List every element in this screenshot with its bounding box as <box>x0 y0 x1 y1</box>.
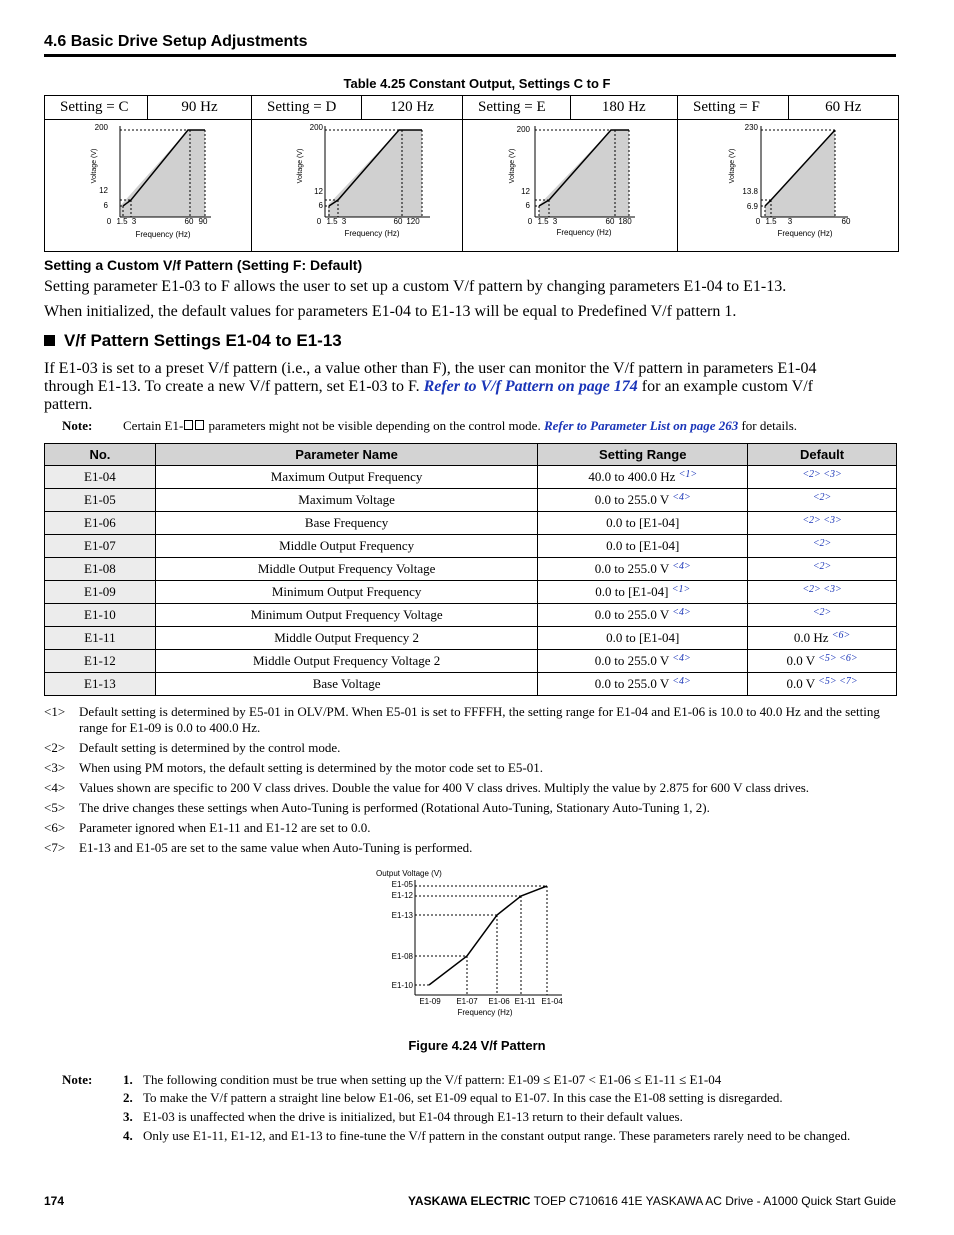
cell-no: E1-13 <box>45 673 156 696</box>
cell-default <box>748 535 897 558</box>
vf-graph-e <box>463 120 677 246</box>
x-tick: 1.5 <box>537 217 549 226</box>
y-tick-mid: 12 <box>314 187 323 196</box>
placeholder-box-icon <box>195 420 204 430</box>
cell-no: E1-06 <box>45 512 156 535</box>
figure-y-axis-label: Output Voltage (V) <box>376 869 442 878</box>
note-label: Note: <box>62 418 93 433</box>
x-tick: 60 <box>184 217 194 226</box>
square-bullet-icon <box>44 335 55 346</box>
graph-area <box>765 130 835 217</box>
cell-range: 0.0 to 255.0 V $^{<4>}$ <box>538 673 748 696</box>
graph-cell-d <box>252 120 463 252</box>
vf-graph-f <box>678 120 898 246</box>
note-number: 4. <box>123 1128 133 1143</box>
note-label: Note: <box>62 1072 93 1087</box>
table-row <box>45 489 897 512</box>
cell-range: 0.0 to 255.0 V $^{<4>}$ <box>538 558 748 581</box>
vf-pattern-link[interactable]: Refer to V/f Pattern on page 174 <box>423 378 638 395</box>
setting-e-freq: 180 Hz <box>570 96 678 120</box>
col-header-no: No. <box>45 444 156 466</box>
footnote-mark: <2> <box>44 740 66 755</box>
y-tick-mid: 13.8 <box>742 187 758 196</box>
y-tick-low: 6.9 <box>746 202 758 211</box>
footer-doc: TOEP C710616 41E YASKAWA AC Drive - A1000 Quick Start Guide <box>530 1194 896 1208</box>
footnote-text: Default setting is determined by E5-01 in OLV/PM. When E5-01 is set to FFFFH, the setting range for E1-04 and E1-06 is 10.0 to 40.0 Hz and the setting range for E1-09 is 0.0 to 400.0 Hz. <box>79 704 880 735</box>
figure-x-axis-label: Frequency (Hz) <box>457 1008 513 1017</box>
cell-no: E1-04 <box>45 466 156 489</box>
footnote-ref[interactable]: <2> <box>812 538 832 549</box>
note-text: E1-03 is unaffected when the drive is initialized, but E1-04 through E1-13 return to their default values. <box>143 1109 683 1124</box>
cell-no: E1-05 <box>45 489 156 512</box>
parameter-table <box>44 443 897 696</box>
cell-default <box>748 558 897 581</box>
y-tick-top: 200 <box>516 125 530 134</box>
footnote-ref[interactable]: <1> <box>671 584 691 595</box>
cell-no: E1-07 <box>45 535 156 558</box>
footnote-mark: <7> <box>44 840 66 855</box>
footnote-text: When using PM motors, the default setting is determined by the motor code set to E5-01. <box>79 760 543 775</box>
x-tick: 3 <box>131 217 137 226</box>
graph-cell-f <box>678 120 899 252</box>
footnote-mark: <1> <box>44 704 66 719</box>
footnote-ref[interactable]: <2> <box>812 561 832 572</box>
x-label: E1-09 <box>419 997 441 1006</box>
col-header-name: Parameter Name <box>155 444 538 466</box>
graph-cell-e <box>463 120 678 252</box>
cell-name: Base Frequency <box>155 512 538 535</box>
cell-name: Middle Output Frequency 2 <box>155 627 538 650</box>
vf-graph-d <box>252 120 462 246</box>
note-number: 3. <box>123 1109 133 1124</box>
y-axis-label: Voltage (V) <box>297 148 304 184</box>
cell-default: 0.0 V $^{<5> <7>}$ <box>748 673 897 696</box>
y-axis-label: Voltage (V) <box>91 148 98 184</box>
cell-default <box>748 466 897 489</box>
x-label: E1-07 <box>456 997 478 1006</box>
table-row <box>45 627 897 650</box>
footnote-ref[interactable]: <2> <3> <box>802 584 842 595</box>
cell-range: 0.0 to 255.0 V $^{<4>}$ <box>538 489 748 512</box>
footnote-ref[interactable]: <5> <6> <box>818 653 858 664</box>
cell-range: 0.0 to 255.0 V $^{<4>}$ <box>538 650 748 673</box>
cell-default: 0.0 Hz $^{<6>}$ <box>748 627 897 650</box>
x-axis-label: Frequency (Hz) <box>777 229 833 238</box>
x-tick: 60 <box>393 217 403 226</box>
setting-f-freq: 60 Hz <box>788 96 899 120</box>
cell-name: Base Voltage <box>155 673 538 696</box>
y-axis-label: Voltage (V) <box>509 148 516 184</box>
custom-vf-subheading: Setting a Custom V/f Pattern (Setting F: Default) <box>44 257 363 273</box>
y-tick-top: 230 <box>744 123 758 132</box>
heading-rule <box>44 54 896 57</box>
setting-d-freq: 120 Hz <box>362 96 463 120</box>
note-text: Only use E1-11, E1-12, and E1-13 to fine-tune the V/f pattern in the constant output range. These parameters rarely need to be changed. <box>143 1128 851 1143</box>
page-number: 174 <box>44 1194 65 1208</box>
x-label: E1-04 <box>541 997 563 1006</box>
constant-output-table <box>44 95 899 252</box>
x-tick: 1.5 <box>116 217 128 226</box>
footnote-ref[interactable]: <4> <box>672 676 691 687</box>
y-tick-low: 6 <box>318 201 323 210</box>
footnote-ref[interactable]: <2> <3> <box>802 515 842 526</box>
x-label: E1-11 <box>514 997 536 1006</box>
cell-default <box>748 489 897 512</box>
footnote-ref[interactable]: <2> <3> <box>802 469 842 480</box>
table-caption: Table 4.25 Constant Output, Settings C to F <box>343 76 611 91</box>
x-tick: 3 <box>552 217 558 226</box>
y-tick-mid: 12 <box>99 186 108 195</box>
cell-no: E1-10 <box>45 604 156 627</box>
vf-settings-heading: V/f Pattern Settings E1-04 to E1-13 <box>44 331 342 351</box>
x-tick: 0 <box>316 217 322 226</box>
y-label: E1-10 <box>391 981 413 990</box>
table-row <box>45 535 897 558</box>
footer-brand: YASKAWA ELECTRIC <box>408 1194 531 1208</box>
x-axis-label: Frequency (Hz) <box>344 229 400 238</box>
footnote-ref[interactable]: <4> <box>672 607 691 618</box>
parameter-list-link[interactable]: Refer to Parameter List on page 263 <box>543 418 739 433</box>
placeholder-box-icon <box>184 420 193 430</box>
cell-name: Minimum Output Frequency Voltage <box>155 604 538 627</box>
y-tick-low: 6 <box>525 201 530 210</box>
cell-range: 0.0 to [E1-04] <box>538 627 748 650</box>
custom-vf-paragraph-2: When initialized, the default values for parameters E1-04 to E1-13 will be equal to Predefined V/f pattern 1. <box>44 303 737 320</box>
footnote-mark: <5> <box>44 800 66 815</box>
footnote-ref[interactable]: <2> <box>812 492 832 503</box>
y-axis-label: Voltage (V) <box>729 148 736 184</box>
x-tick: 0 <box>527 217 533 226</box>
footnote-mark: <3> <box>44 760 66 775</box>
setting-e-label: Setting = E <box>463 96 571 120</box>
footnote-text: Default setting is determined by the control mode. <box>79 740 341 755</box>
footnote-ref[interactable]: <4> <box>672 653 691 664</box>
cell-name: Minimum Output Frequency <box>155 581 538 604</box>
y-tick-top: 200 <box>94 123 108 132</box>
x-tick: 0 <box>755 217 761 226</box>
cell-range: 0.0 to [E1-04] <box>538 512 748 535</box>
table-row <box>45 673 897 696</box>
footnote-ref[interactable]: <5> <7> <box>818 676 858 687</box>
x-axis-label: Frequency (Hz) <box>135 230 191 239</box>
y-label: E1-05 <box>391 880 413 889</box>
table-row <box>45 650 897 673</box>
x-tick: 90 <box>198 217 208 226</box>
x-tick: 1.5 <box>326 217 338 226</box>
cell-range: 0.0 to [E1-04] <box>538 535 748 558</box>
custom-vf-paragraph-1: Setting parameter E1-03 to F allows the user to set up a custom V/f pattern by changing parameters E1-04 to E1-13. <box>44 278 787 295</box>
note-number: 1. <box>123 1072 133 1087</box>
x-tick: 60 <box>841 217 851 226</box>
x-tick: 120 <box>406 217 420 226</box>
footnote-text: E1-13 and E1-05 are set to the same value when Auto-Tuning is performed. <box>79 840 473 855</box>
graph-cell-c <box>45 120 252 252</box>
y-tick-mid: 12 <box>521 187 530 196</box>
footnote-text: Parameter ignored when E1-11 and E1-12 are set to 0.0. <box>79 820 371 835</box>
footnote-ref[interactable]: <2> <box>812 607 832 618</box>
figure-caption: Figure 4.24 V/f Pattern <box>408 1038 546 1053</box>
x-tick: 180 <box>618 217 632 226</box>
vf-settings-paragraph: If E1-03 is set to a preset V/f pattern (i.e., a value other than F), the user can monitor the V/f pattern in parameters E1-04 through E1-13. To create a new V/f pattern, set E1-03 to F. Refer to V/f Pattern on page 174 for an example custom V/f pattern. <box>44 360 817 413</box>
footnote-mark: <4> <box>44 780 66 795</box>
cell-name: Middle Output Frequency <box>155 535 538 558</box>
setting-f-label: Setting = F <box>678 96 789 120</box>
col-header-range: Setting Range <box>538 444 748 466</box>
note-text: The following condition must be true when setting up the V/f pattern: E1-09 ≤ E1-07 < E1-06 ≤ E1-11 ≤ E1-04 <box>143 1072 722 1087</box>
y-tick-low: 6 <box>103 201 108 210</box>
table-row <box>45 466 897 489</box>
setting-c-freq: 90 Hz <box>148 96 252 120</box>
x-axis-label: Frequency (Hz) <box>556 228 612 237</box>
vf-pattern-curve <box>429 886 547 985</box>
note-number: 2. <box>123 1090 133 1105</box>
graph-area <box>328 130 422 217</box>
cell-no: E1-11 <box>45 627 156 650</box>
cell-name: Maximum Output Frequency <box>155 466 538 489</box>
y-tick-top: 200 <box>309 123 323 132</box>
cell-default: 0.0 V $^{<5> <6>}$ <box>748 650 897 673</box>
x-label: E1-06 <box>488 997 510 1006</box>
col-header-default: Default <box>748 444 897 466</box>
footnote-ref[interactable]: <4> <box>672 561 691 572</box>
section-heading: 4.6 Basic Drive Setup Adjustments <box>44 33 308 50</box>
table-row <box>45 604 897 627</box>
y-label: E1-13 <box>391 911 413 920</box>
cell-no: E1-08 <box>45 558 156 581</box>
cell-no: E1-12 <box>45 650 156 673</box>
footnote-text: Values shown are specific to 200 V class drives. Double the value for 400 V class drives. Multiply the value by 2.875 for 600 V class drives. <box>79 780 810 795</box>
setting-d-label: Setting = D <box>252 96 362 120</box>
vf-graph-c <box>45 120 251 246</box>
cell-no: E1-09 <box>45 581 156 604</box>
cell-name: Middle Output Frequency Voltage <box>155 558 538 581</box>
vf-pattern-figure <box>370 862 580 1022</box>
x-tick: 60 <box>605 217 615 226</box>
footnote-ref[interactable]: <1> <box>678 469 698 480</box>
note-text: To make the V/f pattern a straight line below E1-06, set E1-09 equal to E1-07. In this case the E1-08 setting is disregarded. <box>143 1090 783 1105</box>
table-row <box>45 512 897 535</box>
x-tick: 3 <box>341 217 347 226</box>
graph-area <box>121 130 205 217</box>
y-label: E1-08 <box>391 952 413 961</box>
cell-name: Maximum Voltage <box>155 489 538 512</box>
cell-default <box>748 581 897 604</box>
cell-range: 0.0 to 255.0 V $^{<4>}$ <box>538 604 748 627</box>
cell-range: 40.0 to 400.0 Hz $^{<1>}$ <box>538 466 748 489</box>
cell-name: Middle Output Frequency Voltage 2 <box>155 650 538 673</box>
footnote-text: The drive changes these settings when Auto-Tuning is performed (Rotational Auto-Tuning, Stationary Auto-Tuning 1, 2). <box>79 800 710 815</box>
footnote-ref[interactable]: <6> <box>831 630 851 641</box>
x-tick: 0 <box>106 217 112 226</box>
cell-default <box>748 604 897 627</box>
table-row <box>45 581 897 604</box>
setting-c-label: Setting = C <box>45 96 148 120</box>
cell-range: 0.0 to [E1-04] $^{<1>}$ <box>538 581 748 604</box>
footnote-ref[interactable]: <4> <box>672 492 691 503</box>
y-label: E1-12 <box>391 891 413 900</box>
cell-default <box>748 512 897 535</box>
footnote-mark: <6> <box>44 820 66 835</box>
table-row <box>45 558 897 581</box>
x-tick: 3 <box>787 217 793 226</box>
x-tick: 1.5 <box>765 217 777 226</box>
